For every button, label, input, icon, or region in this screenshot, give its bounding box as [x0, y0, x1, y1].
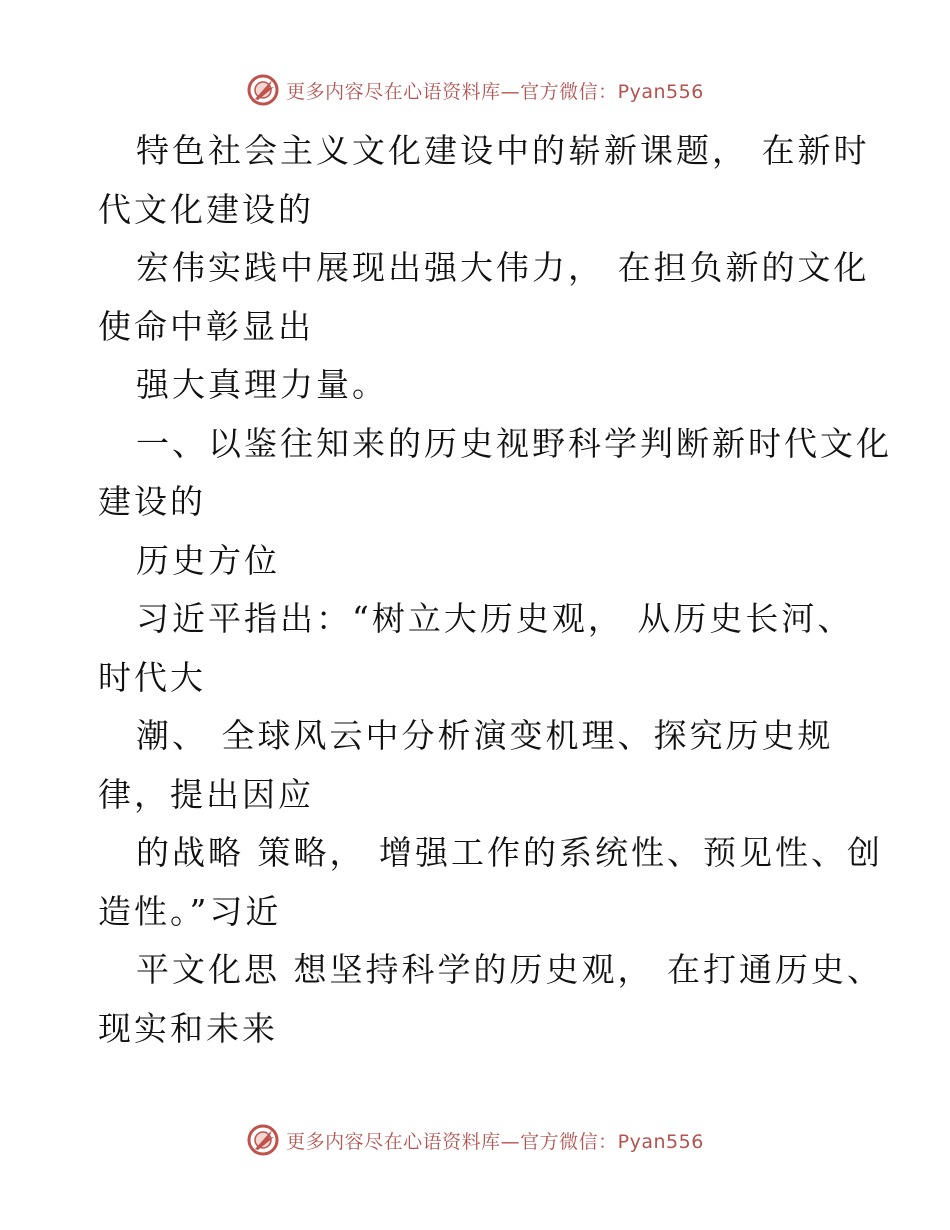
feather-seal-icon — [246, 73, 280, 107]
text-line: 宏伟实践中展现出强大伟力， 在担负新的文化 — [136, 248, 870, 287]
header-watermark — [0, 70, 950, 110]
text-line: 使命中彰显出 — [98, 306, 314, 346]
footer-watermark — [0, 1120, 950, 1160]
text-line: 造性。”习近 — [98, 891, 282, 931]
watermark-text: 更多内容尽在心语资料库—官方微信：Pyan556 — [286, 1130, 704, 1153]
text-line: 现实和未来 — [98, 1008, 278, 1048]
text-line: 特色社会主义文化建设中的崭新课题， 在新时 — [136, 131, 870, 170]
text-line: 时代大 — [98, 657, 206, 697]
text-line: 代文化建设的 — [98, 189, 314, 229]
text-line: 强大真理力量。 — [136, 365, 388, 404]
feather-seal-icon — [246, 1123, 280, 1157]
text-line: 律，提出因应 — [98, 774, 314, 814]
text-line: 平文化思 想坚持科学的历史观， 在打通历史、 — [136, 950, 883, 989]
text-line: 习近平指出：“树立大历史观， 从历史长河、 — [136, 599, 854, 638]
text-line: 历史方位 — [136, 540, 280, 580]
watermark-text: 更多内容尽在心语资料库—官方微信：Pyan556 — [286, 80, 704, 103]
text-line: 建设的 — [98, 482, 206, 521]
text-line: 的战略 策略， 增强工作的系统性、预见性、创 — [136, 833, 883, 872]
text-line: 潮、 全球风云中分析演变机理、探究历史规 — [136, 716, 834, 755]
document-body — [98, 122, 892, 1058]
text-line: 一、以鉴往知来的历史视野科学判断新时代文化 — [136, 423, 892, 463]
